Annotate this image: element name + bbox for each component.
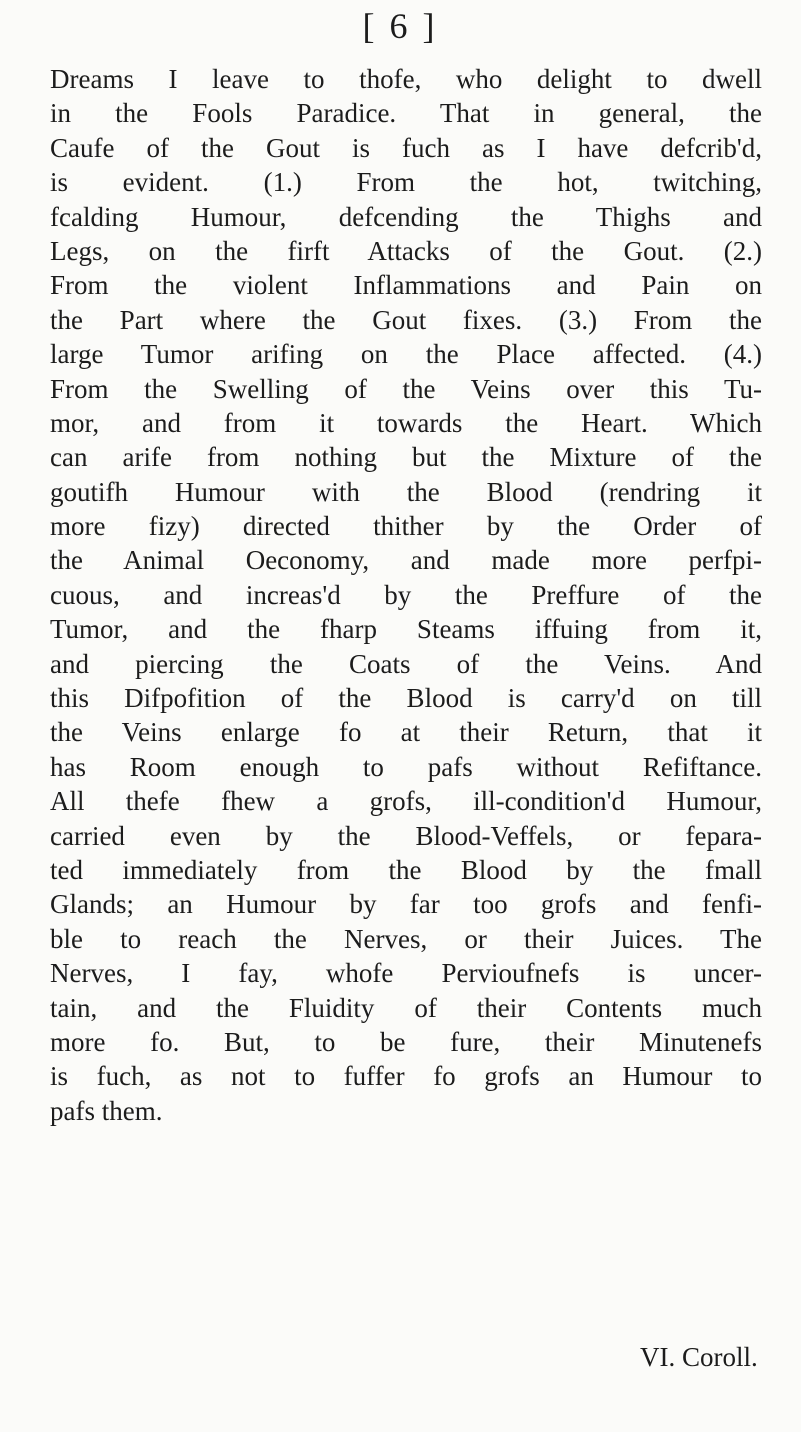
text-line: the Veins enlarge fo at their Return, that it	[50, 717, 762, 748]
body-text	[50, 62, 762, 1128]
text-line: carried even by the Blood-Veffels, or fepara-	[50, 820, 762, 851]
text-line: Caufe of the Gout is fuch as I have defcrib'd,	[50, 132, 762, 163]
text-line: more fizy) directed thither by the Order of	[50, 511, 762, 542]
text-line: Tumor, and the fharp Steams iffuing from it,	[50, 614, 762, 645]
text-line: From the violent Inflammations and Pain on	[50, 270, 762, 301]
text-line: goutifh Humour with the Blood (rendring it	[50, 476, 762, 507]
text-line: Dreams I leave to thofe, who delight to dwell	[50, 64, 762, 94]
text-line: and piercing the Coats of the Veins. And	[50, 648, 762, 679]
text-line: Nerves, I fay, whofe Pervioufnefs is uncer-	[50, 958, 762, 989]
text-line: the Animal Oeconomy, and made more perfpi-	[50, 545, 762, 576]
text-line: fcalding Humour, defcending the Thighs and	[50, 201, 762, 232]
text-line: pafs them.	[50, 1095, 163, 1126]
text-line: tain, and the Fluidity of their Contents much	[50, 992, 762, 1023]
text-line: the Part where the Gout fixes. (3.) From the	[50, 304, 762, 335]
text-line: has Room enough to pafs without Refiftance.	[50, 751, 762, 782]
text-line: ble to reach the Nerves, or their Juices. The	[50, 923, 762, 954]
text-line: From the Swelling of the Veins over this Tu-	[50, 373, 762, 404]
text-line: Legs, on the firft Attacks of the Gout. (2.)	[50, 235, 762, 266]
text-line: large Tumor arifing on the Place affected. (4.)	[50, 339, 762, 370]
text-line: ted immediately from the Blood by the fmall	[50, 854, 762, 885]
text-line: is evident. (1.) From the hot, twitching,	[50, 167, 762, 198]
text-line: mor, and from it towards the Heart. Which	[50, 407, 762, 438]
text-line: this Difpofition of the Blood is carry'd on till	[50, 683, 762, 714]
catchword: VI. Coroll.	[640, 1342, 758, 1372]
text-line: All thefe fhew a grofs, ill-condition'd Humour,	[50, 786, 762, 817]
page-number: [ 6 ]	[362, 6, 438, 46]
text-line: Glands; an Humour by far too grofs and fenfi-	[50, 889, 762, 920]
text-line: more fo. But, to be fure, their Minutenefs	[50, 1026, 762, 1057]
text-line: can arife from nothing but the Mixture of the	[50, 442, 762, 473]
text-line: cuous, and increas'd by the Preffure of the	[50, 579, 762, 610]
text-line: in the Fools Paradice. That in general, the	[50, 98, 762, 129]
text-line: is fuch, as not to fuffer fo grofs an Humour to	[50, 1061, 762, 1092]
